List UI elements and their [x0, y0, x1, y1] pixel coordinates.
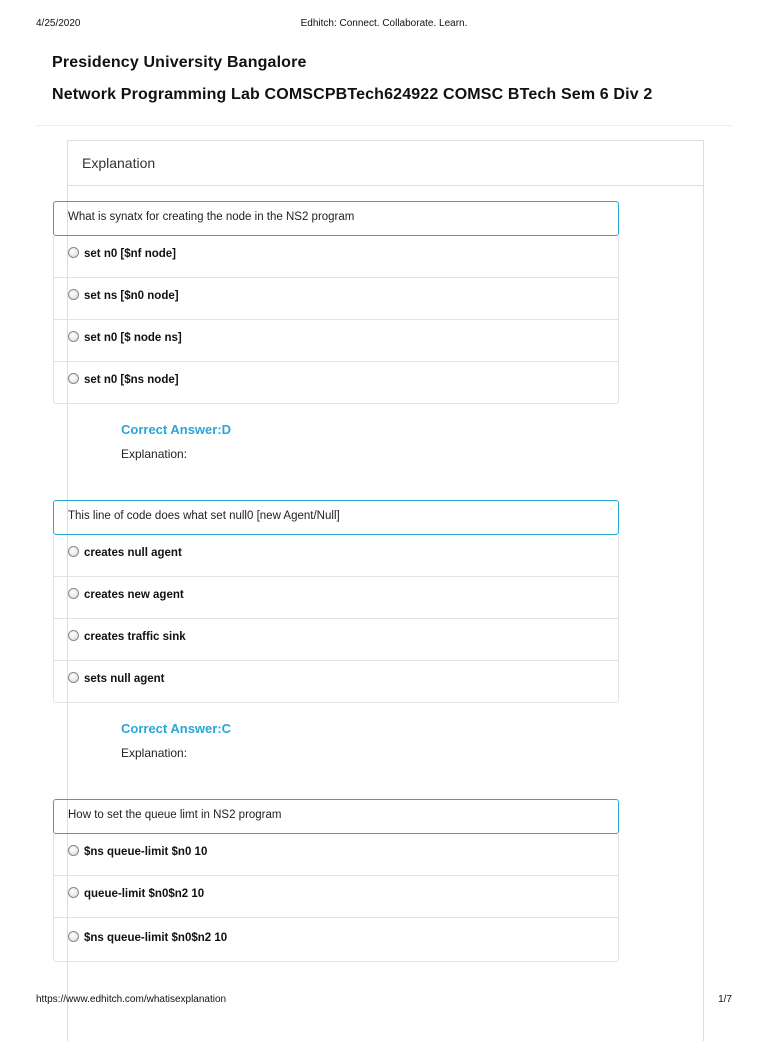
option-label: $ns queue-limit $n0$n2 10: [84, 932, 228, 944]
print-date: 4/25/2020: [36, 18, 81, 29]
answer-option-b[interactable]: [53, 278, 619, 320]
radio-button-icon[interactable]: [68, 247, 79, 258]
option-label: creates traffic sink: [84, 631, 186, 643]
panel-heading-label: Explanation: [82, 155, 156, 171]
radio-button-icon[interactable]: [68, 331, 79, 342]
radio-button-icon[interactable]: [68, 373, 79, 384]
page-url: https://www.edhitch.com/whatisexplanation: [36, 994, 227, 1005]
option-label: $ns queue-limit $n0 10: [84, 846, 208, 858]
print-footer: [0, 994, 768, 1008]
option-label: creates null agent: [84, 547, 182, 559]
question-card-3: [53, 799, 619, 962]
university-title: Presidency University Bangalore: [52, 54, 307, 71]
option-label: sets null agent: [84, 673, 165, 685]
answer-option-b[interactable]: [53, 577, 619, 619]
question-card-2: [53, 500, 619, 703]
course-title: Network Programming Lab COMSCPBTech624922 COMSC BTech Sem 6 Div 2: [52, 86, 653, 103]
answer-option-d[interactable]: [53, 362, 619, 404]
radio-button-icon[interactable]: [68, 672, 79, 683]
radio-button-icon[interactable]: [68, 630, 79, 641]
question-text: This line of code does what set null0 [new Agent/Null]: [53, 500, 619, 535]
explanation-label-2: Explanation:: [121, 746, 188, 760]
header-divider: [36, 125, 732, 126]
panel-heading: [68, 141, 703, 186]
explanation-label-1: Explanation:: [121, 447, 188, 461]
option-label: set n0 [$ns node]: [84, 374, 179, 386]
question-text: How to set the queue limt in NS2 program: [53, 799, 619, 834]
answer-option-b[interactable]: [53, 876, 619, 918]
answer-option-c[interactable]: [53, 320, 619, 362]
correct-answer-2: Correct Answer:C: [121, 721, 232, 736]
radio-button-icon[interactable]: [68, 887, 79, 898]
answer-option-d[interactable]: [53, 661, 619, 703]
answer-option-a[interactable]: [53, 236, 619, 278]
answer-option-a[interactable]: [53, 834, 619, 876]
answer-option-c[interactable]: [53, 619, 619, 661]
radio-button-icon[interactable]: [68, 845, 79, 856]
option-label: set ns [$n0 node]: [84, 290, 179, 302]
page-number: 1/7: [718, 994, 732, 1005]
option-label: set n0 [$nf node]: [84, 248, 177, 260]
option-label: set n0 [$ node ns]: [84, 332, 182, 344]
radio-button-icon[interactable]: [68, 546, 79, 557]
print-header: [0, 0, 768, 30]
answer-option-c[interactable]: [53, 918, 619, 962]
radio-button-icon[interactable]: [68, 289, 79, 300]
radio-button-icon[interactable]: [68, 588, 79, 599]
print-page-title: Edhitch: Connect. Collaborate. Learn.: [300, 18, 468, 29]
option-label: queue-limit $n0$n2 10: [84, 888, 205, 900]
question-card-1: [53, 201, 619, 404]
answer-option-a[interactable]: [53, 535, 619, 577]
radio-button-icon[interactable]: [68, 931, 79, 942]
question-text: What is synatx for creating the node in the NS2 program: [53, 201, 619, 236]
option-label: creates new agent: [84, 589, 184, 601]
correct-answer-1: Correct Answer:D: [121, 422, 232, 437]
